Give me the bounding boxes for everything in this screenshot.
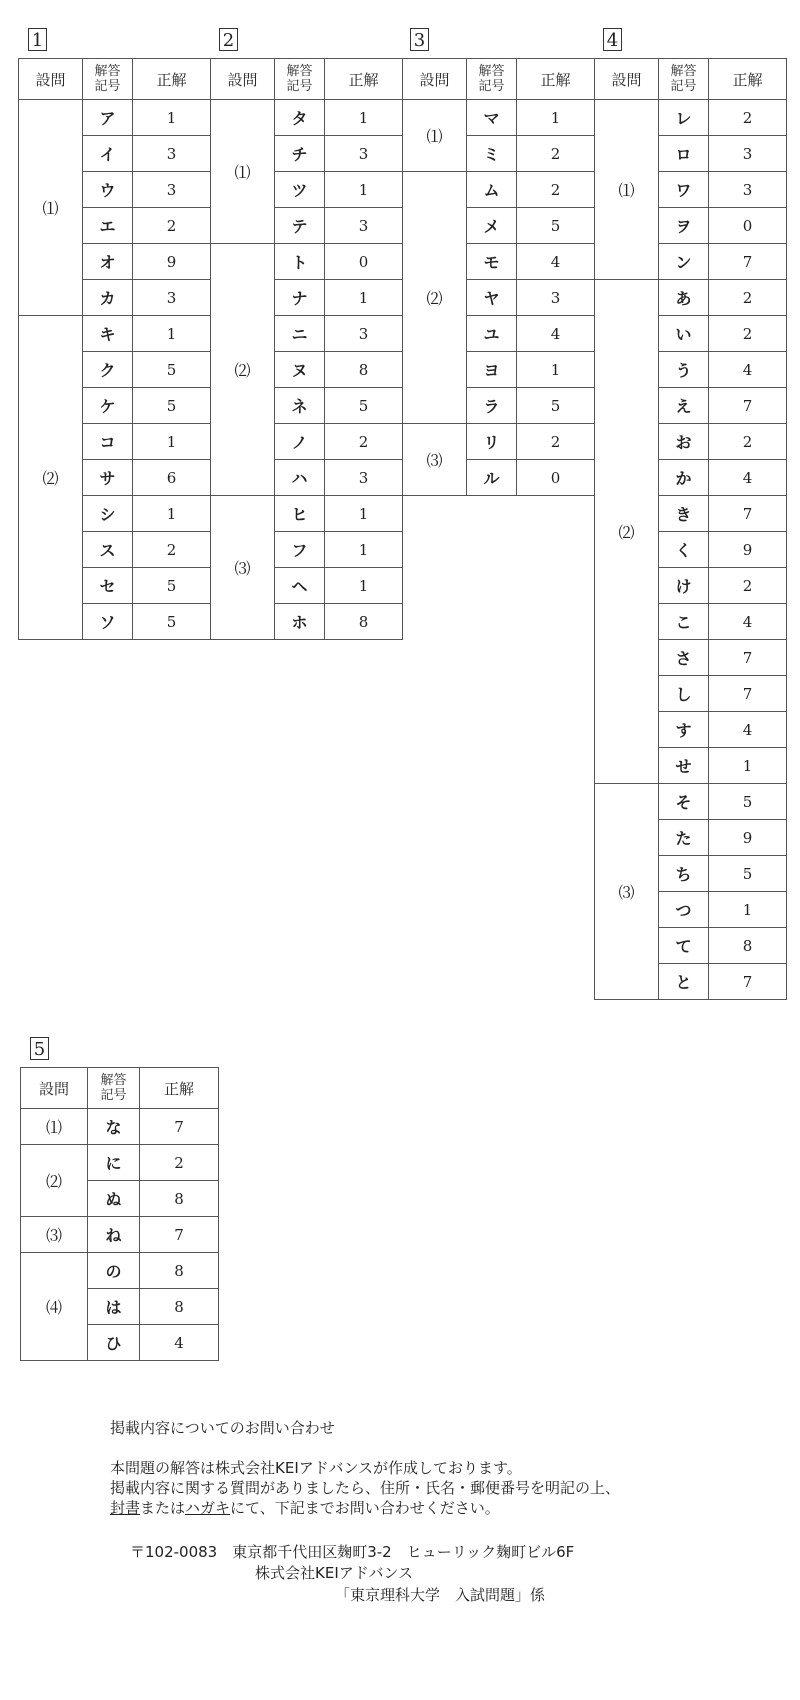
question-number-4: 4 (603, 28, 622, 51)
answer-symbol: お (659, 424, 709, 460)
answer-symbol: イ (83, 136, 133, 172)
answer-symbol: く (659, 532, 709, 568)
header-row (403, 59, 595, 100)
notes-hagaki: ハガキ (185, 1499, 231, 1517)
answer-symbol: せ (659, 748, 709, 784)
notes-line-1: 本問題の解答は株式会社KEIアドバンスが作成しております。 (110, 1459, 522, 1477)
header-kaito-kigo (275, 59, 325, 100)
correct-answer: 1 (133, 100, 211, 136)
correct-answer: 8 (325, 352, 403, 388)
table-row (211, 244, 403, 280)
correct-answer: 2 (517, 172, 595, 208)
correct-answer: 2 (517, 424, 595, 460)
section-label: ⑶ (211, 496, 275, 640)
header-kaito-kigo (83, 59, 133, 100)
correct-answer: 8 (140, 1253, 219, 1289)
answer-symbol: マ (467, 100, 517, 136)
table-row (403, 424, 595, 460)
answer-symbol: ホ (275, 604, 325, 640)
correct-answer: 8 (709, 928, 787, 964)
question-number-1: 1 (28, 28, 47, 51)
answer-table-q5 (20, 1067, 219, 1361)
correct-answer: 1 (325, 568, 403, 604)
answer-symbol: ン (659, 244, 709, 280)
header-kigo-line1: 解答 (670, 64, 697, 79)
correct-answer: 2 (325, 424, 403, 460)
correct-answer: 7 (709, 388, 787, 424)
answer-symbol: ヒ (275, 496, 325, 532)
answer-symbol: キ (83, 316, 133, 352)
answer-symbol: ル (467, 460, 517, 496)
section-label: ⑴ (211, 100, 275, 244)
answer-symbol: に (88, 1145, 140, 1181)
answer-symbol: サ (83, 460, 133, 496)
answer-symbol: う (659, 352, 709, 388)
section-label: ⑵ (21, 1145, 88, 1217)
header-kaito-kigo (88, 1068, 140, 1109)
answer-table-q4 (594, 58, 787, 1000)
correct-answer: 9 (133, 244, 211, 280)
answer-symbol: メ (467, 208, 517, 244)
correct-answer: 4 (709, 604, 787, 640)
correct-answer: 7 (140, 1109, 219, 1145)
answer-table-q1 (18, 58, 211, 640)
header-row (19, 59, 211, 100)
correct-answer: 9 (709, 532, 787, 568)
correct-answer: 4 (709, 352, 787, 388)
correct-answer: 2 (133, 208, 211, 244)
section-label: ⑵ (403, 172, 467, 424)
answer-symbol: オ (83, 244, 133, 280)
notes-title: 掲載内容についてのお問い合わせ (110, 1419, 335, 1437)
header-setsumon: 設問 (403, 59, 467, 100)
answer-symbol: ラ (467, 388, 517, 424)
correct-answer: 1 (517, 100, 595, 136)
answer-symbol: ぬ (88, 1181, 140, 1217)
header-kigo-line2: 記号 (286, 79, 313, 94)
answer-symbol: ハ (275, 460, 325, 496)
correct-answer: 1 (325, 280, 403, 316)
correct-answer: 3 (133, 172, 211, 208)
header-row (21, 1068, 219, 1109)
answer-symbol: は (88, 1289, 140, 1325)
header-setsumon: 設問 (211, 59, 275, 100)
correct-answer: 8 (140, 1181, 219, 1217)
correct-answer: 5 (133, 568, 211, 604)
correct-answer: 7 (140, 1217, 219, 1253)
correct-answer: 3 (133, 280, 211, 316)
answer-symbol: ユ (467, 316, 517, 352)
correct-answer: 5 (325, 388, 403, 424)
answer-symbol: セ (83, 568, 133, 604)
answer-symbol: ち (659, 856, 709, 892)
answer-symbol: ワ (659, 172, 709, 208)
correct-answer: 5 (133, 352, 211, 388)
section-label: ⑷ (21, 1253, 88, 1361)
header-row (211, 59, 403, 100)
section-label: ⑵ (595, 280, 659, 784)
correct-answer: 8 (325, 604, 403, 640)
answer-symbol: ム (467, 172, 517, 208)
correct-answer: 1 (709, 748, 787, 784)
section-label: ⑵ (19, 316, 83, 640)
answer-symbol: コ (83, 424, 133, 460)
answer-symbol: て (659, 928, 709, 964)
answer-symbol: ツ (275, 172, 325, 208)
answer-symbol: つ (659, 892, 709, 928)
header-kigo-line1: 解答 (100, 1073, 127, 1088)
header-kigo-line1: 解答 (94, 64, 121, 79)
answer-symbol: テ (275, 208, 325, 244)
correct-answer: 0 (517, 460, 595, 496)
answer-symbol: け (659, 568, 709, 604)
correct-answer: 9 (709, 820, 787, 856)
answer-symbol: こ (659, 604, 709, 640)
correct-answer: 5 (133, 604, 211, 640)
answer-symbol: ヤ (467, 280, 517, 316)
correct-answer: 7 (709, 964, 787, 1000)
correct-answer: 3 (709, 136, 787, 172)
correct-answer: 3 (709, 172, 787, 208)
table-row (595, 280, 787, 316)
correct-answer: 5 (709, 856, 787, 892)
answer-symbol: ヨ (467, 352, 517, 388)
answer-symbol: ネ (275, 388, 325, 424)
correct-answer: 1 (325, 100, 403, 136)
answer-symbol: ヘ (275, 568, 325, 604)
section-label: ⑴ (403, 100, 467, 172)
answer-symbol: ヲ (659, 208, 709, 244)
correct-answer: 5 (517, 388, 595, 424)
answer-symbol: か (659, 460, 709, 496)
notes-line-3 (110, 1498, 790, 1518)
section-label: ⑴ (595, 100, 659, 280)
answer-symbol: あ (659, 280, 709, 316)
section-label: ⑴ (21, 1109, 88, 1145)
correct-answer: 1 (133, 316, 211, 352)
correct-answer: 4 (709, 712, 787, 748)
correct-answer: 1 (325, 172, 403, 208)
answer-symbol: ニ (275, 316, 325, 352)
header-kigo-line1: 解答 (478, 64, 505, 79)
header-kigo-line2: 記号 (100, 1088, 127, 1103)
answer-symbol: き (659, 496, 709, 532)
answer-symbol: ね (88, 1217, 140, 1253)
table-row (21, 1217, 219, 1253)
correct-answer: 2 (517, 136, 595, 172)
correct-answer: 0 (325, 244, 403, 280)
section-label: ⑴ (19, 100, 83, 316)
correct-answer: 1 (133, 496, 211, 532)
answer-symbol: ウ (83, 172, 133, 208)
header-kigo-line1: 解答 (286, 64, 313, 79)
answer-symbol: チ (275, 136, 325, 172)
section-label: ⑶ (21, 1217, 88, 1253)
answer-symbol: ス (83, 532, 133, 568)
answer-symbol: レ (659, 100, 709, 136)
answer-symbol: ヌ (275, 352, 325, 388)
header-seikai: 正解 (325, 59, 403, 100)
answer-symbol: タ (275, 100, 325, 136)
correct-answer: 2 (709, 568, 787, 604)
correct-answer: 7 (709, 676, 787, 712)
table-row (21, 1253, 219, 1289)
header-kigo-line2: 記号 (94, 79, 121, 94)
notes-line-2: 掲載内容に関する質問がありましたら、住所・氏名・郵便番号を明記の上、 (110, 1479, 621, 1497)
correct-answer: 0 (709, 208, 787, 244)
section-label: ⑵ (211, 244, 275, 496)
correct-answer: 7 (709, 244, 787, 280)
correct-answer: 4 (709, 460, 787, 496)
table-row (21, 1145, 219, 1181)
header-setsumon: 設問 (21, 1068, 88, 1109)
answer-symbol: ミ (467, 136, 517, 172)
header-kaito-kigo (659, 59, 709, 100)
answer-symbol: モ (467, 244, 517, 280)
table-row (403, 100, 595, 136)
question-number-5: 5 (30, 1037, 49, 1060)
header-seikai: 正解 (517, 59, 595, 100)
header-seikai: 正解 (133, 59, 211, 100)
correct-answer: 3 (325, 208, 403, 244)
correct-answer: 3 (517, 280, 595, 316)
answer-symbol: ロ (659, 136, 709, 172)
correct-answer: 5 (517, 208, 595, 244)
question-number-3: 3 (410, 28, 429, 51)
answer-symbol: す (659, 712, 709, 748)
answer-symbol: ア (83, 100, 133, 136)
question-number-2: 2 (219, 28, 238, 51)
correct-answer: 2 (140, 1145, 219, 1181)
correct-answer: 6 (133, 460, 211, 496)
section-label: ⑶ (595, 784, 659, 1000)
correct-answer: 3 (325, 460, 403, 496)
correct-answer: 5 (133, 388, 211, 424)
answer-symbol: と (659, 964, 709, 1000)
correct-answer: 3 (325, 316, 403, 352)
answer-symbol: ナ (275, 280, 325, 316)
answer-symbol: フ (275, 532, 325, 568)
table-row (211, 100, 403, 136)
answer-symbol: え (659, 388, 709, 424)
answer-symbol: シ (83, 496, 133, 532)
header-seikai: 正解 (709, 59, 787, 100)
correct-answer: 4 (140, 1325, 219, 1361)
correct-answer: 1 (709, 892, 787, 928)
header-setsumon: 設問 (595, 59, 659, 100)
correct-answer: 5 (709, 784, 787, 820)
correct-answer: 2 (709, 316, 787, 352)
table-row (595, 784, 787, 820)
answer-symbol: さ (659, 640, 709, 676)
table-row (19, 316, 211, 352)
correct-answer: 1 (133, 424, 211, 460)
contact-dept: 「東京理科大学 入試問題」係 (335, 1586, 546, 1604)
answer-symbol: リ (467, 424, 517, 460)
header-row (595, 59, 787, 100)
answer-symbol: し (659, 676, 709, 712)
correct-answer: 1 (517, 352, 595, 388)
contact-notes (110, 1418, 790, 1518)
answer-symbol: カ (83, 280, 133, 316)
answer-symbol: い (659, 316, 709, 352)
correct-answer: 2 (709, 280, 787, 316)
answer-symbol: そ (659, 784, 709, 820)
header-setsumon: 設問 (19, 59, 83, 100)
answer-symbol: エ (83, 208, 133, 244)
correct-answer: 2 (709, 100, 787, 136)
answer-symbol: の (88, 1253, 140, 1289)
notes-mata-wa: または (140, 1499, 186, 1517)
correct-answer: 2 (133, 532, 211, 568)
correct-answer: 4 (517, 244, 595, 280)
correct-answer: 3 (325, 136, 403, 172)
answer-symbol: ト (275, 244, 325, 280)
contact-company: 株式会社KEIアドバンス (255, 1564, 413, 1582)
section-label: ⑶ (403, 424, 467, 496)
contact-address: 〒102-0083 東京都千代田区麹町3-2 ヒューリック麹町ビル6F (130, 1543, 575, 1561)
correct-answer: 2 (709, 424, 787, 460)
header-kigo-line2: 記号 (478, 79, 505, 94)
answer-table-q2 (210, 58, 403, 640)
answer-symbol: ク (83, 352, 133, 388)
header-kaito-kigo (467, 59, 517, 100)
header-kigo-line2: 記号 (670, 79, 697, 94)
answer-table-q3 (402, 58, 595, 496)
answer-symbol: ソ (83, 604, 133, 640)
answer-symbol: ノ (275, 424, 325, 460)
answer-symbol: ケ (83, 388, 133, 424)
answer-symbol: た (659, 820, 709, 856)
table-row (19, 100, 211, 136)
correct-answer: 7 (709, 496, 787, 532)
correct-answer: 1 (325, 496, 403, 532)
notes-line3-end: にて、下記までお問い合わせください。 (230, 1499, 500, 1517)
answer-symbol: ひ (88, 1325, 140, 1361)
table-row (595, 100, 787, 136)
correct-answer: 7 (709, 640, 787, 676)
correct-answer: 1 (325, 532, 403, 568)
table-row (211, 496, 403, 532)
correct-answer: 8 (140, 1289, 219, 1325)
table-row (403, 172, 595, 208)
answer-symbol: な (88, 1109, 140, 1145)
header-seikai: 正解 (140, 1068, 219, 1109)
table-row (21, 1109, 219, 1145)
notes-fusho: 封書 (110, 1499, 141, 1517)
correct-answer: 4 (517, 316, 595, 352)
correct-answer: 3 (133, 136, 211, 172)
